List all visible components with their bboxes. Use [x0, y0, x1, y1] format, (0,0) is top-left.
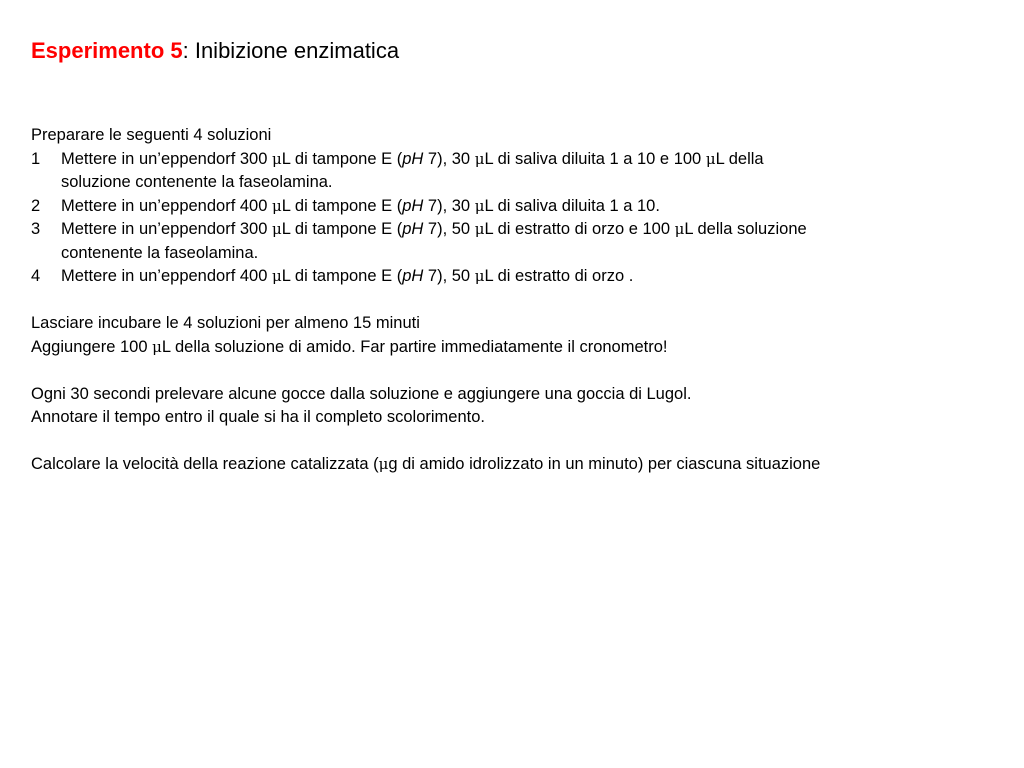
mu-symbol: μ — [674, 220, 685, 238]
item-end-text: L della soluzione — [684, 220, 807, 238]
item-mid-text: L di saliva diluita 1 a 10 e 100 — [484, 149, 706, 168]
solution-item-3 — [31, 218, 1001, 265]
ph-value: 7), — [423, 196, 452, 215]
item-buffer-text: L di tampone E ( — [281, 220, 403, 238]
mu-symbol: μ — [272, 220, 282, 238]
item-volume-sample: 50 — [451, 220, 475, 238]
add-end: L della soluzione di amido. Far partire immediatamente il cronometro! — [161, 337, 668, 356]
intro-line: Preparare le seguenti 4 soluzioni — [31, 126, 272, 144]
sample-line: Ogni 30 secondi prelevare alcune gocce dalla soluzione e aggiungere una goccia di Lugol. — [31, 384, 692, 403]
item-volume-buffer: 300 — [239, 220, 272, 238]
ph-label: pH — [402, 267, 424, 285]
item-volume-buffer: 400 — [239, 196, 272, 215]
mu-symbol: μ — [272, 149, 282, 168]
item-volume-sample: 30 — [451, 149, 475, 168]
mu-symbol: μ — [378, 455, 389, 473]
item-text — [61, 265, 1001, 289]
item-text — [61, 148, 1001, 195]
incubate-line: Lasciare incubare le 4 soluzioni per almeno 15 minuti — [31, 314, 420, 332]
ph-value: 7), — [423, 149, 452, 168]
item-end-text: L della — [715, 149, 764, 168]
item-text — [61, 195, 1001, 219]
item-verb: Mettere in un’eppendorf — [61, 196, 240, 215]
mu-symbol: μ — [474, 149, 485, 168]
spacer — [31, 289, 1001, 313]
item-verb: Mettere in un’eppendorf — [61, 220, 240, 238]
ph-value: 7), — [423, 267, 452, 285]
ph-label: pH — [402, 149, 424, 168]
item-buffer-text: L di tampone E ( — [281, 149, 403, 168]
calc-end: g di amido idrolizzato in un minuto) per ciascuna situazione — [388, 455, 821, 473]
mu-symbol: μ — [474, 267, 485, 285]
item-continuation: soluzione contenente la faseolamina. — [61, 173, 333, 191]
ph-label: pH — [402, 220, 424, 238]
item-volume-buffer: 400 — [239, 267, 272, 285]
title-experiment-number: Esperimento 5 — [31, 38, 183, 63]
add-start: Aggiungere 100 — [31, 337, 153, 356]
slide-title — [31, 36, 399, 66]
spacer — [31, 430, 1001, 454]
spacer — [31, 359, 1001, 383]
mu-symbol: μ — [705, 149, 716, 168]
mu-symbol: μ — [474, 220, 485, 238]
item-buffer-text: L di tampone E ( — [281, 267, 403, 285]
mu-symbol: μ — [272, 196, 282, 215]
add-starch-line — [31, 336, 1001, 360]
item-volume-sample: 50 — [451, 267, 475, 285]
mu-symbol: μ — [272, 267, 282, 285]
item-buffer-text: L di tampone E ( — [281, 196, 403, 215]
calc-line — [31, 453, 1001, 477]
title-topic: : Inibizione enzimatica — [182, 38, 400, 63]
ph-value: 7), — [423, 220, 452, 238]
item-number: 2 — [31, 196, 41, 215]
mu-symbol: μ — [474, 196, 485, 215]
item-number: 3 — [31, 220, 41, 238]
item-text — [61, 218, 1001, 265]
item-number: 1 — [31, 149, 41, 168]
mu-symbol: μ — [152, 337, 162, 356]
solution-item-1 — [31, 148, 1001, 195]
item-end-text: L di estratto di orzo . — [484, 267, 634, 285]
solution-item-4 — [31, 265, 1001, 289]
solution-item-2 — [31, 195, 1001, 219]
item-continuation: contenente la faseolamina. — [61, 243, 259, 262]
item-volume-buffer: 300 — [239, 149, 272, 168]
note-line: Annotare il tempo entro il quale si ha il completo scolorimento. — [31, 408, 485, 426]
calc-start: Calcolare la velocità della reazione catalizzata ( — [31, 455, 379, 473]
item-mid-text: L di estratto di orzo e 100 — [484, 220, 675, 238]
item-end-text: L di saliva diluita 1 a 10. — [484, 196, 660, 215]
item-verb: Mettere in un’eppendorf — [61, 267, 240, 285]
instructions-body — [31, 124, 1001, 477]
item-verb: Mettere in un’eppendorf — [61, 149, 240, 168]
ph-label: pH — [402, 196, 424, 215]
item-number: 4 — [31, 267, 41, 285]
item-volume-sample: 30 — [451, 196, 475, 215]
